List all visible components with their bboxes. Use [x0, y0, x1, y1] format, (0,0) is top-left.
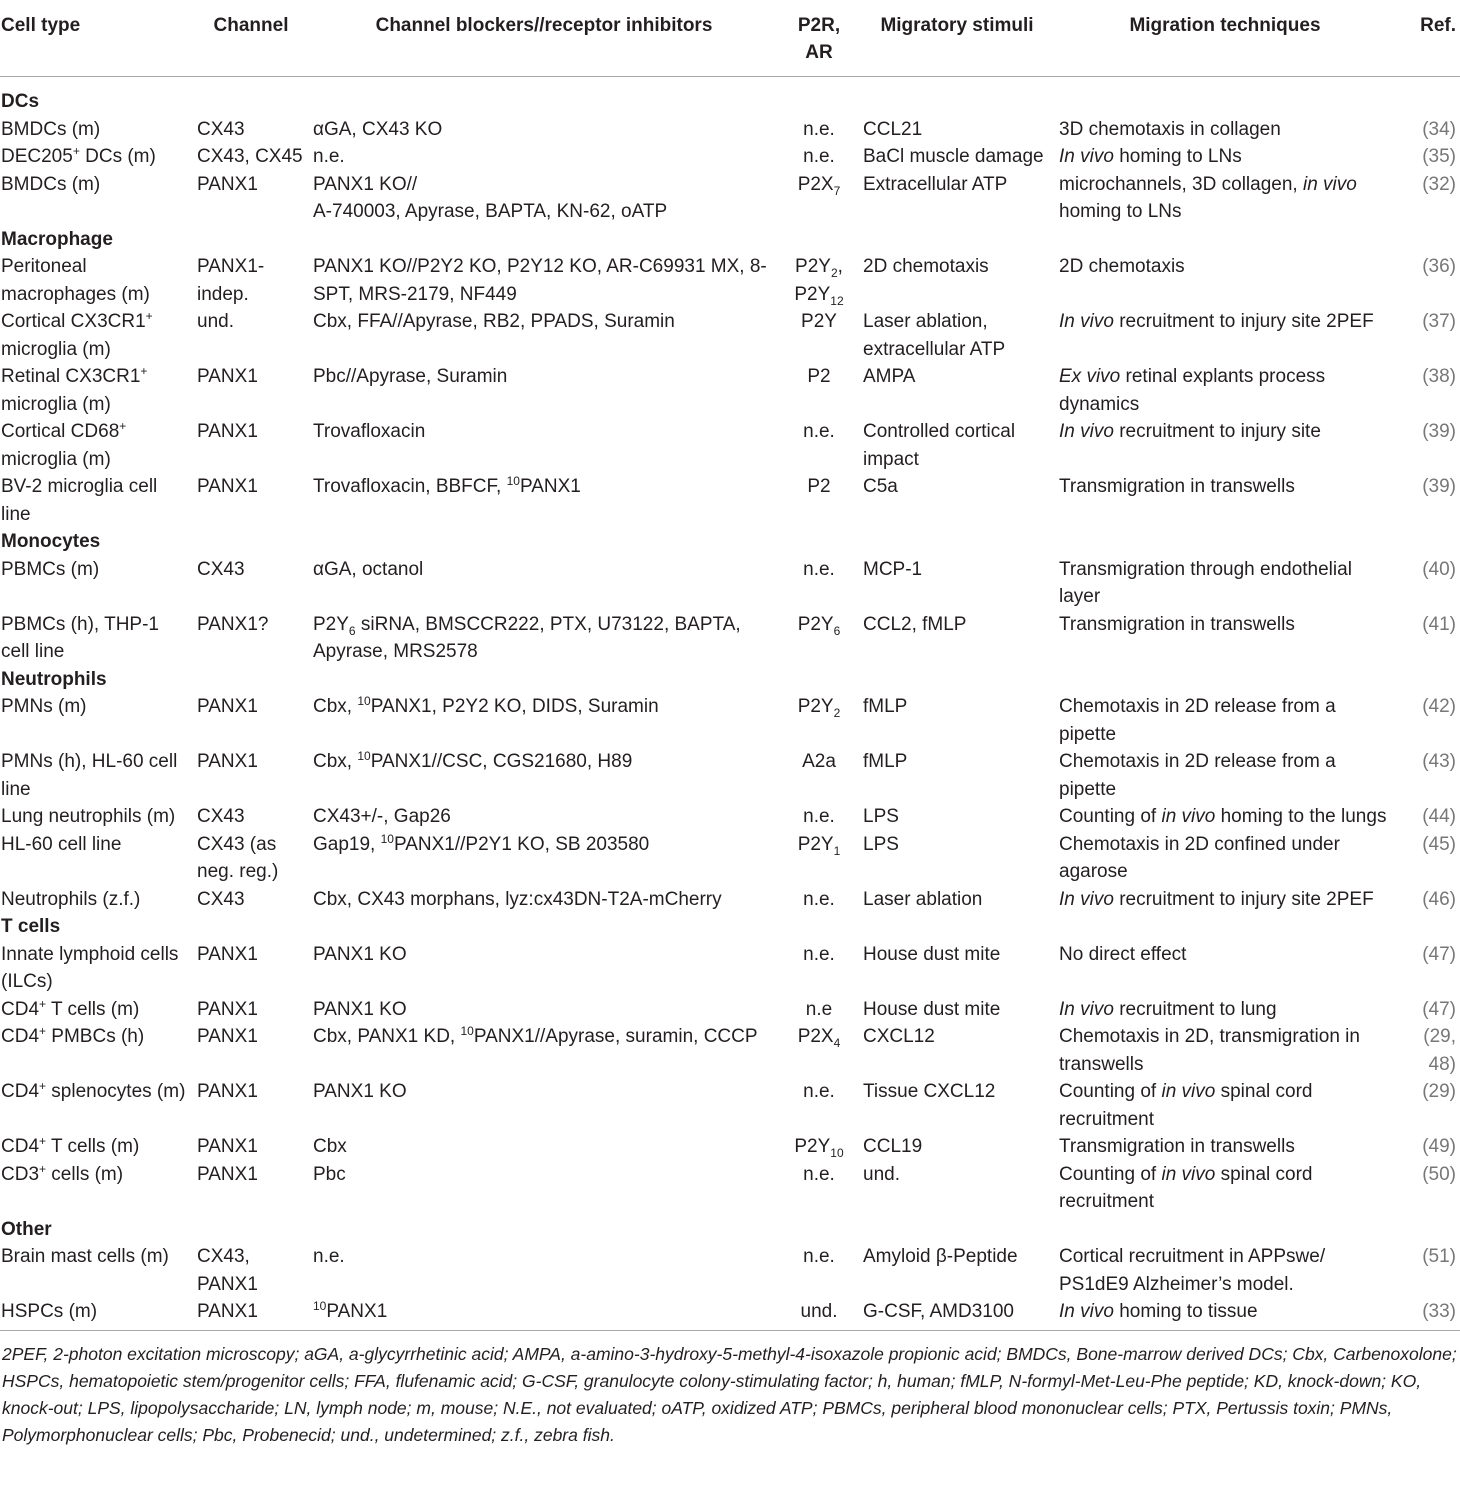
cell-blockers: PANX1 KO	[313, 1081, 407, 1102]
cell-stimuli: Extracellular ATP	[863, 173, 1008, 195]
cell-techniques: Ex vivo retinal explants process dynamics	[1059, 366, 1326, 415]
cell-blockers: Cbx, $^{10}$PANX1//CSC, CGS21680, H89	[313, 749, 633, 772]
cell-stimuli: Laser ablation, extracellular ATP	[863, 311, 1006, 360]
cell-blockers: Cbx, CX43 morphans, lyz:cx43DN-T2A-mCherry	[313, 888, 722, 910]
table-row	[0, 308, 1460, 363]
cell-channel: CX43	[197, 806, 245, 827]
cell-stimuli: 2D chemotaxis	[863, 256, 989, 277]
cell-ref: (32)	[1422, 173, 1456, 195]
cell-ref: (34)	[1422, 118, 1456, 140]
cell-ref: (51)	[1422, 1246, 1456, 1267]
section-header-row	[0, 913, 1460, 941]
cell-ref: (45)	[1422, 833, 1456, 855]
cell-blockers: PANX1 KO	[313, 943, 407, 965]
table-row	[0, 941, 1460, 996]
cell-ref: (38)	[1422, 366, 1456, 387]
table-header	[0, 0, 1460, 77]
cell-channel: PANX1	[197, 1136, 258, 1157]
cell-blockers: Gap19, $^{10}$PANX1//P2Y1 KO, SB 203580	[313, 831, 650, 855]
cell-channel: PANX1	[197, 1163, 258, 1185]
cell-techniques: Chemotaxis in 2D, transmigration in transwells	[1059, 1026, 1360, 1075]
cell-blockers: Trovafloxacin	[313, 421, 426, 442]
cell-channel: PANX1?	[197, 613, 269, 635]
cell-techniques: Transmigration through endothelial layer	[1059, 558, 1352, 607]
cell-blockers: n.e.	[313, 146, 345, 167]
cell-cell-type: PBMCs (h), THP-1 cell line	[1, 613, 160, 662]
cell-cell-type: HL-60 cell line	[1, 833, 122, 855]
cell-cell-type: CD4+ T cells (m)	[1, 1134, 140, 1157]
table-row	[0, 996, 1460, 1024]
cell-blockers: Cbx, FFA//Apyrase, RB2, PPADS, Suramin	[313, 311, 675, 332]
table-row	[0, 143, 1460, 171]
cell-blockers: Cbx, PANX1 KD, $^{10}$PANX1//Apyrase, suramin, CCCP	[313, 1024, 758, 1047]
cell-p2r-ar: $P2Y_6$	[797, 613, 841, 638]
section-header-row	[0, 226, 1460, 254]
cell-stimuli: AMPA	[863, 366, 916, 387]
cell-cell-type: CD4+ T cells (m)	[1, 996, 140, 1020]
cell-p2r-ar: A2a	[802, 751, 836, 772]
cell-blockers: PANX1 KO	[313, 998, 407, 1020]
cell-ref: (44)	[1422, 806, 1456, 827]
cell-channel: PANX1	[197, 998, 258, 1020]
cell-channel: PANX1	[197, 421, 258, 442]
cell-techniques: 3D chemotaxis in collagen	[1059, 118, 1281, 140]
header-row	[0, 0, 1460, 77]
cell-cell-type: Innate lymphoid cells (ILCs)	[1, 943, 179, 992]
cell-cell-type: Neutrophils (z.f.)	[1, 888, 141, 910]
cell-blockers: n.e.	[313, 1246, 345, 1267]
cell-channel: PANX1	[197, 476, 258, 497]
cell-p2r-ar: n.e.	[803, 118, 835, 140]
section-title: Other	[1, 1218, 52, 1240]
cell-p2r-ar: P2	[807, 366, 831, 387]
cell-blockers: PANX1 KO// A-740003, Apyrase, BAPTA, KN-62, oATP	[313, 173, 668, 222]
table-row	[0, 611, 1460, 666]
cell-techniques: In vivo homing to tissue	[1059, 1301, 1258, 1322]
cell-p2r-ar: n.e.	[803, 943, 835, 965]
cell-p2r-ar: n.e.	[803, 421, 835, 442]
cell-blockers: Pbc//Apyrase, Suramin	[313, 366, 508, 387]
cell-stimuli: Controlled cortical impact	[863, 421, 1016, 470]
table-row	[0, 1161, 1460, 1216]
table-row	[0, 556, 1460, 611]
section-header-row	[0, 77, 1460, 116]
section-header-row	[0, 666, 1460, 694]
cell-p2r-ar: $P2X_4$	[797, 1026, 841, 1050]
table-row	[0, 171, 1460, 226]
table-row	[0, 1243, 1460, 1298]
section-title: Monocytes	[1, 531, 101, 552]
cell-cell-type: BMDCs (m)	[1, 118, 101, 140]
cell-cell-type: CD4+ PMBCs (h)	[1, 1024, 145, 1047]
cell-stimuli: fMLP	[863, 696, 908, 717]
cell-cell-type: BV-2 microglia cell line	[1, 476, 158, 525]
table-row	[0, 886, 1460, 914]
cell-p2r-ar: n.e.	[803, 806, 835, 827]
cell-techniques: In vivo recruitment to injury site 2PEF	[1059, 888, 1374, 910]
cell-ref: (47)	[1422, 943, 1456, 965]
cell-channel: CX43, PANX1	[197, 1246, 258, 1295]
cell-p2r-ar: $P2Y_{10}$	[794, 1136, 844, 1160]
table-row	[0, 418, 1460, 473]
header-ref: Ref.	[1395, 0, 1460, 77]
cell-blockers: $P2Y_6$ siRNA, BMSCCR222, PTX, U73122, BAPTA, Apyrase, MRS2578	[313, 613, 741, 662]
cell-channel: CX43, CX45	[197, 146, 303, 167]
cell-stimuli: CCL19	[863, 1136, 923, 1157]
cell-stimuli: fMLP	[863, 751, 908, 772]
cell-p2r-ar: $P2X_7$	[797, 173, 841, 198]
cell-stimuli: LPS	[863, 806, 899, 827]
cell-p2r-ar: $P2Y_2$, $P2Y_{12}$	[794, 256, 844, 308]
cell-techniques: Transmigration in transwells	[1059, 476, 1295, 497]
cell-ref: (29, 48)	[1423, 1026, 1456, 1075]
cell-ref: (35)	[1422, 146, 1456, 167]
cell-techniques: Chemotaxis in 2D confined under agarose	[1059, 833, 1340, 882]
cell-ref: (42)	[1422, 696, 1456, 717]
table-row	[0, 1298, 1460, 1326]
cell-p2r-ar: n.e.	[803, 558, 835, 580]
section-header-row	[0, 1216, 1460, 1244]
cell-techniques: Cortical recruitment in APPswe/ PS1dE9 Alzheimer’s model.	[1059, 1246, 1326, 1295]
cell-p2r-ar: $P2Y_2$	[797, 696, 841, 720]
cell-ref: (43)	[1422, 751, 1456, 772]
cell-channel: PANX1	[197, 943, 258, 965]
cell-cell-type: Cortical CD68+ microglia (m)	[1, 419, 127, 470]
section-title: Neutrophils	[1, 668, 107, 690]
cell-ref: (33)	[1422, 1301, 1456, 1322]
cell-p2r-ar: n.e.	[803, 146, 835, 167]
cell-channel: CX43 (as neg. reg.)	[197, 833, 279, 882]
cell-p2r-ar: n.e.	[803, 1246, 835, 1267]
cell-channel: PANX1-indep.	[197, 256, 265, 305]
cell-channel: PANX1	[197, 366, 258, 387]
cell-channel: CX43	[197, 888, 245, 910]
cell-p2r-ar: n.e.	[803, 1081, 835, 1102]
cell-channel: CX43	[197, 558, 245, 580]
cell-p2r-ar: P2	[807, 476, 831, 497]
cell-ref: (29)	[1422, 1081, 1456, 1102]
cell-ref: (40)	[1422, 558, 1456, 580]
cell-ref: (49)	[1422, 1136, 1456, 1157]
cell-stimuli: CCL2, fMLP	[863, 613, 967, 635]
cell-blockers: Cbx, $^{10}$PANX1, P2Y2 KO, DIDS, Suramin	[313, 694, 659, 717]
cell-ref: (36)	[1422, 256, 1456, 277]
cell-cell-type: CD4+ splenocytes (m)	[1, 1079, 186, 1102]
cell-blockers: αGA, CX43 KO	[313, 118, 443, 140]
cell-stimuli: CXCL12	[863, 1026, 935, 1047]
cell-blockers: PANX1 KO//P2Y2 KO, P2Y12 KO, AR-C69931 MX, 8-SPT, MRS-2179, NF449	[313, 256, 767, 305]
cell-cell-type: DEC205+ DCs (m)	[1, 144, 156, 167]
cell-p2r-ar: n.e	[805, 998, 833, 1020]
cell-channel: PANX1	[197, 696, 258, 717]
cell-techniques: Chemotaxis in 2D release from a pipette	[1059, 751, 1336, 800]
cell-cell-type: Retinal CX3CR1+ microglia (m)	[1, 364, 148, 415]
cell-ref: (39)	[1422, 421, 1456, 442]
cell-techniques: Chemotaxis in 2D release from a pipette	[1059, 696, 1336, 745]
cell-channel: und.	[197, 311, 234, 332]
cell-cell-type: HSPCs (m)	[1, 1301, 98, 1322]
cell-stimuli: und.	[863, 1163, 900, 1185]
cell-techniques: Transmigration in transwells	[1059, 1136, 1295, 1157]
table-row	[0, 363, 1460, 418]
cell-cell-type: PMNs (h), HL-60 cell line	[1, 751, 178, 800]
cell-techniques: In vivo recruitment to injury site	[1059, 421, 1321, 442]
table-row	[0, 748, 1460, 803]
table-row	[0, 831, 1460, 886]
table-row	[0, 473, 1460, 528]
table-row	[0, 803, 1460, 831]
header-blockers: Channel blockers//receptor inhibitors	[309, 0, 779, 77]
cell-stimuli: Tissue CXCL12	[863, 1081, 996, 1102]
table-body	[0, 77, 1460, 1326]
cell-cell-type: BMDCs (m)	[1, 173, 101, 195]
cell-techniques: In vivo recruitment to injury site 2PEF	[1059, 311, 1374, 332]
section-header-row	[0, 528, 1460, 556]
cell-p2r-ar: P2Y	[801, 311, 837, 332]
cell-cell-type: Lung neutrophils (m)	[1, 806, 176, 827]
cell-stimuli: House dust mite	[863, 998, 1001, 1020]
cell-cell-type: CD3+ cells (m)	[1, 1161, 124, 1185]
table-row	[0, 693, 1460, 748]
cell-techniques: microchannels, 3D collagen, in vivo homing to LNs	[1059, 173, 1357, 222]
cell-techniques: Counting of in vivo spinal cord recruitment	[1059, 1163, 1313, 1212]
cell-ref: (39)	[1422, 476, 1456, 497]
header-channel: Channel	[193, 0, 309, 77]
cell-channel: PANX1	[197, 751, 258, 772]
cell-techniques: In vivo homing to LNs	[1059, 146, 1242, 167]
cell-p2r-ar: n.e.	[803, 1163, 835, 1185]
table-footnote: 2PEF, 2-photon excitation microscopy; aGA, a-glycyrrhetinic acid; AMPA, a-amino-3-hydroxy-5-methyl-4-isoxazole propionic acid; BMDCs, Bone-marrow derived DCs; Cbx, Carbenoxolone; HSPCs, hematopoietic stem/progenitor cells; FFA, flufenamic acid; G-CSF, granulocyte colony-stimulating factor; h, human; fMLP, N-formyl-Met-Leu-Phe peptide; KD, knock-down; KO, knock-out; LPS, lipopolysaccharide; LN, lymph node; m, mouse; N.E., not evaluated; oATP, oxidized ATP; PBMCs, peripheral blood mononuclear cells; PTX, Pertussis toxin; PMNs, Polymorphonuclear cells; Pbc, Probenecid; und., undetermined; z.f., zebra fish.	[0, 1330, 1460, 1449]
cell-techniques: Counting of in vivo homing to the lungs	[1059, 806, 1387, 827]
cell-ref: (50)	[1422, 1163, 1456, 1185]
cell-techniques: In vivo recruitment to lung	[1059, 998, 1277, 1020]
table-row	[0, 253, 1460, 308]
cell-channel: PANX1	[197, 1026, 258, 1047]
cell-channel: PANX1	[197, 1081, 258, 1102]
table-row	[0, 1133, 1460, 1161]
cell-cell-type: Peritoneal macrophages (m)	[1, 256, 150, 305]
cell-stimuli: C5a	[863, 476, 898, 497]
cell-ref: (41)	[1422, 613, 1456, 635]
cell-channel: PANX1	[197, 173, 258, 195]
cell-stimuli: House dust mite	[863, 943, 1001, 965]
cell-techniques: No direct effect	[1059, 943, 1187, 965]
section-title: T cells	[1, 916, 61, 937]
cell-ref: (46)	[1422, 888, 1456, 910]
cell-cell-type: PBMCs (m)	[1, 558, 100, 580]
cell-cell-type: Cortical CX3CR1+ microglia (m)	[1, 309, 153, 360]
cell-channel: CX43	[197, 118, 245, 140]
cell-stimuli: BaCl muscle damage	[863, 146, 1044, 167]
cell-blockers: Trovafloxacin, BBFCF, $^{10}$PANX1	[313, 474, 581, 497]
cell-channel: PANX1	[197, 1301, 258, 1322]
cell-p2r-ar: n.e.	[803, 888, 835, 910]
cell-stimuli: MCP-1	[863, 558, 923, 580]
cell-ref: (37)	[1422, 311, 1456, 332]
cell-ref: (47)	[1422, 998, 1456, 1020]
cell-cell-type: Brain mast cells (m)	[1, 1246, 169, 1267]
header-techniques: Migration techniques	[1055, 0, 1395, 77]
cell-blockers: Cbx	[313, 1136, 347, 1157]
cell-blockers: CX43+/-, Gap26	[313, 806, 451, 827]
cell-blockers: αGA, octanol	[313, 558, 424, 580]
header-cell-type: Cell type	[0, 0, 193, 77]
cell-p2r-ar: $P2Y_1$	[797, 833, 841, 858]
cell-stimuli: G-CSF, AMD3100	[863, 1301, 1014, 1322]
table-row	[0, 116, 1460, 144]
cell-techniques: 2D chemotaxis	[1059, 256, 1185, 277]
cell-stimuli: CCL21	[863, 118, 923, 140]
cell-techniques: Transmigration in transwells	[1059, 613, 1295, 635]
header-stimuli: Migratory stimuli	[859, 0, 1055, 77]
cell-cell-type: PMNs (m)	[1, 696, 87, 717]
header-p2r-ar: P2R, AR	[779, 0, 859, 77]
table-row	[0, 1023, 1460, 1078]
cell-stimuli: LPS	[863, 833, 899, 855]
table-row	[0, 1078, 1460, 1133]
cell-stimuli: Amyloid β-Peptide	[863, 1246, 1018, 1267]
cell-stimuli: Laser ablation	[863, 888, 983, 910]
cell-blockers: Pbc	[313, 1163, 346, 1185]
section-title: DCs	[1, 91, 40, 112]
cell-p2r-ar: und.	[800, 1301, 838, 1322]
cell-blockers: $^{10}$PANX1	[313, 1299, 388, 1322]
cell-techniques: Counting of in vivo spinal cord recruitment	[1059, 1081, 1313, 1130]
section-title: Macrophage	[1, 228, 113, 250]
